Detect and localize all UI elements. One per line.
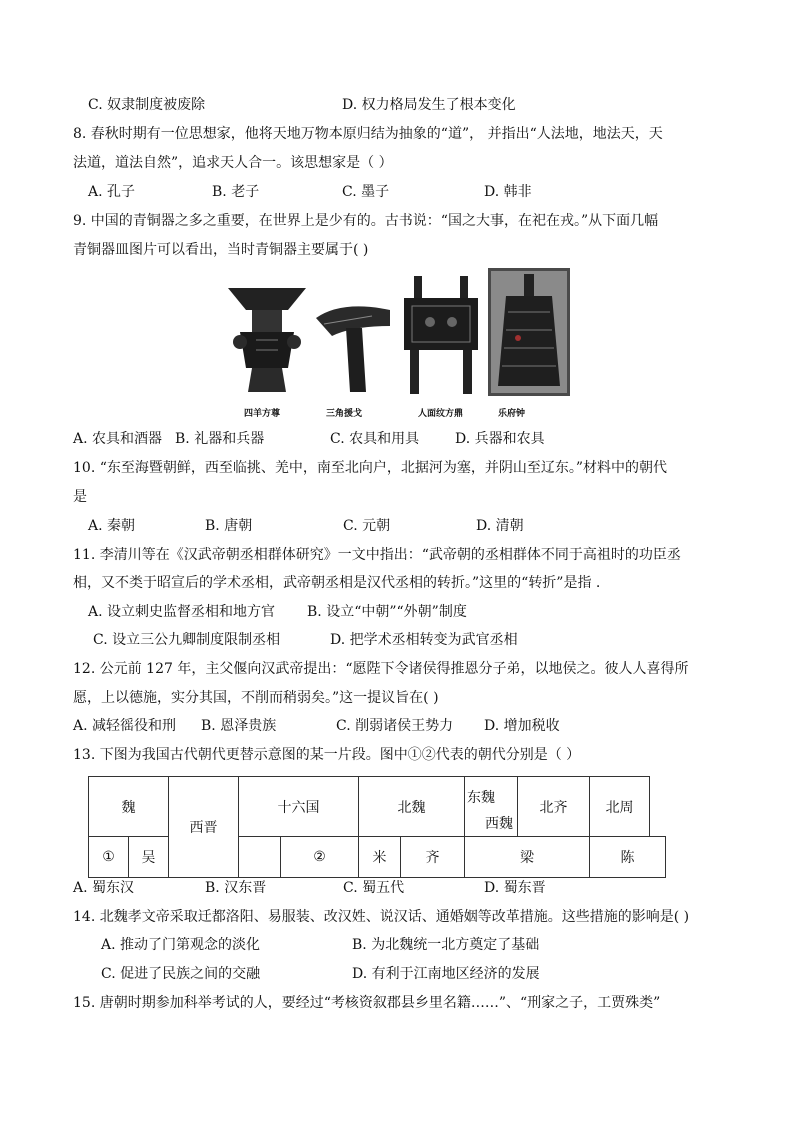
ge-dagger-image <box>312 296 394 396</box>
q7-option-d: D. 权力格局发生了根本变化 <box>342 97 516 113</box>
q11-option-c: C. 设立三公九卿制度限制丞相 <box>93 632 281 648</box>
cell-dongwei: 东魏 <box>467 789 496 806</box>
cell-marker-2: ② <box>281 837 359 878</box>
q8-option-a: A. 孔子 <box>88 184 136 200</box>
q9-option-d: D. 兵器和农具 <box>455 431 545 447</box>
q10-option-c: C. 元朝 <box>343 518 391 534</box>
q11-option-d: D. 把学术丞相转变为武官丞相 <box>330 632 518 648</box>
cell-xijin: 西晋 <box>169 777 239 878</box>
q12-option-c: C. 削弱诸侯王势力 <box>336 718 454 734</box>
cell-song: 米 <box>359 837 401 878</box>
dynasty-table <box>88 776 666 878</box>
q14-option-a: A. 推动了门第观念的淡化 <box>101 937 261 953</box>
q11-stem-line1: 11. 李清川等在《汉武帝朝丞相群体研究》一文中指出：“武帝朝的丞相群体不同于高祖时的功臣丞 <box>73 547 681 563</box>
cell-empty <box>239 837 281 878</box>
cell-xiwei: 西魏 <box>485 815 514 832</box>
q10-option-d: D. 清朝 <box>476 518 524 534</box>
q12-option-d: D. 增加税收 <box>484 718 560 734</box>
q12-stem-line2: 愿，上以德施，实分其国，不削而稍弱矣。”这一提议旨在( ) <box>73 690 439 706</box>
cell-beiqi: 北齐 <box>518 777 590 837</box>
q10-stem-line1: 10. “东至海暨朝鲜，西至临挑、羌中，南至北向户，北据河为塞，并阴山至辽东。”材料中的朝代 <box>73 460 668 476</box>
q12-stem-line1: 12. 公元前 127 年，主父偃向汉武帝提出：“愿陛下令诸侯得推恩分子弟，以地侯之。彼人人喜得所 <box>73 661 689 677</box>
q8-option-d: D. 韩非 <box>484 184 532 200</box>
cell-chen: 陈 <box>590 837 666 878</box>
q9-option-c: C. 农具和用具 <box>330 431 420 447</box>
q14-option-d: D. 有利于江南地区经济的发展 <box>352 966 540 982</box>
q14-option-c: C. 促进了民族之间的交融 <box>101 966 261 982</box>
cell-liang: 梁 <box>465 837 590 878</box>
q10-stem-line2: 是 <box>73 489 87 505</box>
q13-option-b: B. 汉东晋 <box>205 880 267 896</box>
q9-option-a: A. 农具和酒器 <box>73 431 163 447</box>
ding-cauldron-image <box>400 274 482 396</box>
q11-option-a: A. 设立刺史监督丞相和地方官 <box>88 604 276 620</box>
bell-image <box>488 268 570 396</box>
q12-option-a: A. 减轻徭役和刑 <box>73 718 177 734</box>
q11-option-b: B. 设立“中朝”“外朝”制度 <box>307 604 467 620</box>
q13-option-a: A. 蜀东汉 <box>73 880 135 896</box>
cell-marker-1: ① <box>89 837 129 878</box>
q8-stem-line2: 法道，道法自然”，追求天人合一。该思想家是（ ） <box>73 155 393 171</box>
q9-option-b: B. 礼器和兵器 <box>175 431 265 447</box>
q11-stem-line2: 相，又不类于昭宣后的学术丞相，武帝朝丞相是汉代丞相的转折。”这里的“转折”是指 . <box>73 575 601 591</box>
cell-dongwei-xiwei <box>465 777 518 837</box>
bronze-figures <box>226 268 571 420</box>
caption-bell: 乐府钟 <box>498 409 526 419</box>
q10-option-b: B. 唐朝 <box>205 518 253 534</box>
q13-option-c: C. 蜀五代 <box>343 880 405 896</box>
q9-stem-line1: 9. 中国的青铜器之多之重要，在世界上是少有的。古书说：“国之大事，在祀在戎。”从下面几幅 <box>73 213 659 229</box>
cell-shiliuguo: 十六国 <box>239 777 359 837</box>
q12-option-b: B. 恩泽贵族 <box>201 718 277 734</box>
q8-stem-line1: 8. 春秋时期有一位思想家，他将天地万物本原归结为抽象的“道”， 并指出“人法地，地法天，天 <box>73 126 663 142</box>
cell-qi: 齐 <box>401 837 465 878</box>
q8-option-c: C. 墨子 <box>342 184 390 200</box>
caption-ge: 三角援戈 <box>326 409 363 419</box>
q13-option-d: D. 蜀东晋 <box>484 880 546 896</box>
q14-stem-line1: 14. 北魏孝文帝采取迁都洛阳、易服装、改汉姓、说汉话、通婚姻等改革措施。这些措施的影响是( ) <box>73 909 690 925</box>
caption-zun: 四羊方尊 <box>244 409 281 419</box>
cell-beizhou: 北周 <box>590 777 650 837</box>
q14-option-b: B. 为北魏统一北方奠定了基础 <box>352 937 540 953</box>
cell-wei: 魏 <box>89 777 169 837</box>
caption-ding: 人面纹方鼎 <box>418 409 464 419</box>
cell-wu: 吴 <box>129 837 169 878</box>
zun-vessel-image <box>226 280 308 395</box>
q9-stem-line2: 青铜器皿图片可以看出，当时青铜器主要属于( ) <box>73 242 369 258</box>
cell-beiwei: 北魏 <box>359 777 465 837</box>
q15-stem-line1: 15. 唐朝时期参加科举考试的人，要经过“考核资叙郡县乡里名籍……”、“刑家之子，工贾殊类” <box>73 995 661 1011</box>
q13-stem-line1: 13. 下图为我国古代朝代更替示意图的某一片段。图中①②代表的朝代分别是（ ） <box>73 747 581 763</box>
q7-option-c: C. 奴隶制度被废除 <box>88 97 206 113</box>
q10-option-a: A. 秦朝 <box>88 518 136 534</box>
q8-option-b: B. 老子 <box>212 184 260 200</box>
